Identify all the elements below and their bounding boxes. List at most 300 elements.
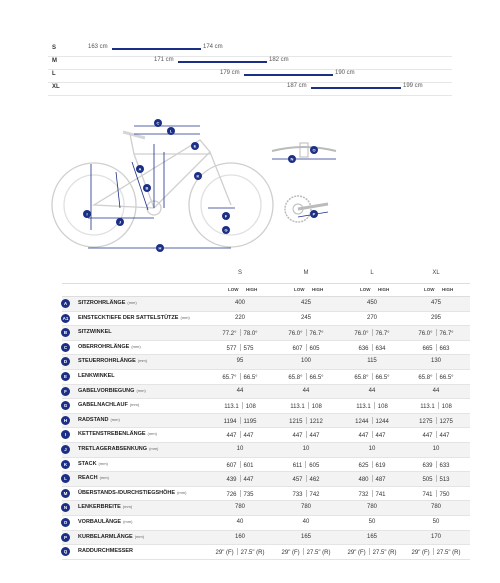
table-cell — [338, 475, 406, 483]
row-unit: (mm) — [127, 300, 137, 305]
cell-low: 76.0° — [418, 331, 433, 338]
table-cell — [402, 461, 470, 469]
table-cell — [272, 329, 340, 337]
table-cell — [272, 344, 340, 352]
size-bar — [178, 61, 267, 63]
size-header: S — [237, 270, 242, 276]
cell-divider — [306, 490, 307, 497]
bike-geometry-diagram — [50, 112, 280, 262]
row-badge: N — [61, 503, 70, 512]
cell-high: 27.5" (R) — [436, 550, 461, 557]
cell-high: 462 — [309, 477, 320, 484]
cell-high: 750 — [439, 491, 450, 498]
size-header: XL — [432, 270, 440, 276]
table-cell — [206, 344, 274, 352]
row-unit: (mm) — [177, 489, 187, 495]
row-badge: O — [61, 518, 70, 527]
size-header: L — [370, 270, 374, 276]
table-row — [62, 501, 470, 516]
handlebar-diagram — [268, 135, 340, 165]
high-label: HIGH — [246, 287, 258, 292]
row-label — [78, 431, 157, 437]
size-chart — [48, 43, 452, 95]
row-unit: (mm) — [123, 518, 133, 524]
row-badge: J — [61, 445, 70, 454]
row-badge: C — [61, 343, 70, 352]
table-cell: 44 — [368, 387, 376, 394]
cell-low: 639 — [422, 462, 433, 469]
table-cell: 40 — [302, 518, 310, 525]
row-label-text: TRETLAGERABSENKUNG — [78, 445, 148, 452]
cell-high: 447 — [309, 433, 320, 440]
table-cell — [402, 475, 470, 483]
row-label-text: ÜBERSTANDS-/DURCHSTIEGSHÖHE — [78, 489, 176, 496]
cell-high: 76.7° — [439, 331, 454, 338]
size-row-l — [48, 69, 452, 83]
cell-low: 113.1 — [290, 404, 305, 411]
table-cell — [402, 402, 470, 410]
table-cell — [402, 329, 470, 337]
dim-badge-label: A — [138, 166, 142, 172]
size-label: L — [52, 71, 56, 77]
table-cell — [272, 402, 340, 410]
low-label: LOW — [424, 287, 435, 292]
dim-badge-label: P — [312, 211, 316, 217]
size-max: 174 cm — [203, 44, 223, 50]
row-label-text: KETTENSTREBENLÄNGE — [78, 431, 146, 438]
row-badge: M — [61, 489, 70, 498]
row-label-text: SITZROHRLÄNGE — [78, 300, 126, 306]
row-unit: (mm) — [134, 533, 145, 539]
cell-divider — [240, 344, 241, 351]
high-label: HIGH — [378, 287, 390, 292]
table-cell: 44 — [236, 387, 244, 394]
cell-low: 611 — [292, 462, 303, 469]
table-cell — [206, 461, 274, 469]
row-label — [78, 446, 158, 452]
cell-high: 108 — [245, 404, 256, 411]
cell-low: 447 — [358, 433, 369, 440]
cell-low: 77.2° — [222, 331, 237, 338]
table-cell: 170 — [430, 533, 441, 540]
size-label: XL — [52, 84, 60, 90]
row-badge: F — [61, 387, 70, 396]
row-label — [78, 329, 112, 335]
cell-low: 113.1 — [356, 404, 371, 411]
cell-divider — [436, 417, 437, 424]
row-label — [78, 475, 109, 481]
row-label — [78, 461, 108, 467]
table-cell — [402, 373, 470, 381]
table-row — [62, 370, 470, 385]
cell-high: 634 — [375, 345, 386, 352]
dim-badge-label: N — [290, 156, 294, 162]
cell-low: 29" (F) — [347, 550, 366, 557]
size-row-xl — [48, 82, 452, 96]
table-cell — [206, 417, 274, 425]
cell-high: 487 — [375, 477, 386, 484]
cell-divider — [436, 344, 437, 351]
row-badge: P — [61, 533, 70, 542]
table-cell: 780 — [300, 504, 311, 511]
cell-divider — [240, 431, 241, 438]
cell-high: 108 — [441, 404, 452, 411]
table-cell: 130 — [430, 358, 441, 365]
cell-divider — [306, 329, 307, 336]
low-label: LOW — [294, 287, 305, 292]
table-cell — [272, 548, 340, 556]
row-label-text: LENKWINKEL — [78, 372, 115, 379]
cell-divider — [306, 417, 307, 424]
row-unit: (mm) — [136, 387, 146, 393]
row-unit: (mm) — [122, 504, 133, 510]
cell-low: 29" (F) — [215, 550, 234, 557]
cell-low: 76.0° — [288, 331, 303, 338]
row-label-text: KURBELARMLÄNGE — [78, 533, 133, 540]
row-badge: K — [61, 460, 70, 469]
row-label-text: REACH — [78, 475, 98, 482]
size-max: 199 cm — [403, 83, 423, 89]
table-cell — [402, 344, 470, 352]
cell-divider — [306, 475, 307, 482]
cell-low: 447 — [292, 433, 303, 440]
dim-badge-label: E — [193, 143, 197, 149]
cell-low: 577 — [226, 345, 237, 352]
cell-divider — [436, 475, 437, 482]
row-label — [78, 417, 120, 423]
table-row — [62, 545, 470, 560]
row-label — [78, 358, 147, 364]
row-badge: H — [61, 416, 70, 425]
row-label — [78, 548, 133, 554]
row-label-text: GABELNACHLAUF — [78, 402, 128, 409]
cell-high: 66.5° — [375, 374, 390, 381]
row-unit: (mm) — [110, 416, 120, 422]
geometry-table — [62, 268, 470, 560]
table-cell — [338, 373, 406, 381]
size-label: M — [52, 58, 57, 64]
cell-divider — [372, 490, 373, 497]
cell-divider — [436, 373, 437, 380]
table-cell — [402, 490, 470, 498]
cell-high: 1275 — [439, 418, 453, 425]
table-cell: 44 — [432, 387, 440, 394]
row-label-text: GABELVORBIEGUNG — [78, 387, 135, 394]
cell-high: 1212 — [309, 418, 323, 425]
cell-low: 29" (F) — [281, 550, 300, 557]
cell-divider — [303, 548, 304, 555]
cell-low: 665 — [422, 345, 433, 352]
row-label-text: OBERROHRLÄNGE — [78, 343, 130, 350]
size-min: 163 cm — [88, 44, 108, 50]
table-cell: 425 — [300, 300, 311, 306]
row-label-text: RADDURCHMESSER — [78, 548, 134, 555]
row-badge: Q — [61, 547, 70, 556]
cell-divider — [436, 329, 437, 336]
dim-badge-label: G — [224, 227, 228, 233]
cell-low: 447 — [226, 433, 237, 440]
table-cell: 10 — [432, 445, 440, 452]
size-header: M — [303, 270, 309, 276]
table-row — [62, 341, 470, 356]
table-row — [62, 443, 470, 458]
size-min: 179 cm — [220, 70, 240, 76]
cell-divider — [240, 461, 241, 468]
cell-low: 625 — [358, 462, 369, 469]
size-row-s — [48, 43, 452, 57]
cell-high: 27.5" (R) — [306, 550, 331, 557]
table-cell — [402, 417, 470, 425]
size-row-m — [48, 56, 452, 70]
cell-divider — [308, 402, 309, 409]
cell-divider — [240, 329, 241, 336]
table-cell: 165 — [366, 533, 377, 540]
cell-divider — [305, 461, 306, 468]
cell-divider — [374, 402, 375, 409]
cell-divider — [240, 475, 241, 482]
table-header-sizes — [62, 268, 470, 284]
cell-low: 733 — [292, 491, 303, 498]
table-cell — [338, 402, 406, 410]
table-cell — [206, 490, 274, 498]
table-cell: 10 — [368, 445, 376, 452]
dim-badge-label: B — [145, 185, 149, 191]
row-label — [78, 373, 115, 379]
row-unit: (mm) — [147, 431, 157, 437]
table-row — [62, 516, 470, 531]
row-badge: A1 — [62, 315, 69, 321]
cell-divider — [372, 431, 373, 438]
cell-divider — [306, 344, 307, 351]
dim-badge-label: O — [312, 147, 316, 153]
cell-low: 113.1 — [224, 404, 239, 411]
row-label-text: STEUERROHRLÄNGE — [78, 358, 136, 365]
cell-divider — [240, 373, 241, 380]
table-cell: 450 — [366, 300, 377, 306]
table-cell — [206, 329, 274, 337]
table-cell — [338, 461, 406, 469]
cell-divider — [372, 373, 373, 380]
dim-badge-label: H — [158, 245, 162, 251]
size-bar — [244, 74, 333, 76]
cell-high: 601 — [243, 462, 254, 469]
dim-badge-label: K — [196, 173, 200, 179]
cell-high: 1195 — [243, 418, 257, 425]
table-cell — [272, 461, 340, 469]
cell-high: 66.5° — [309, 374, 324, 381]
row-unit: (mm) — [149, 445, 159, 451]
row-unit: (mm) — [129, 402, 140, 408]
table-cell: 10 — [236, 445, 244, 452]
table-cell: 115 — [367, 358, 377, 365]
row-unit: (mm) — [137, 358, 148, 364]
table-row — [62, 385, 470, 400]
row-label — [78, 534, 144, 540]
row-badge: D — [61, 357, 70, 366]
cell-divider — [436, 431, 437, 438]
cell-divider — [306, 431, 307, 438]
table-cell — [338, 344, 406, 352]
row-unit: (mm) — [131, 343, 141, 349]
row-badge: A — [61, 299, 70, 308]
table-cell — [338, 490, 406, 498]
dim-badge-label: C — [156, 120, 160, 126]
table-cell — [338, 417, 406, 425]
table-cell — [206, 475, 274, 483]
table-cell: 780 — [234, 504, 245, 511]
cell-divider — [372, 417, 373, 424]
table-cell — [338, 329, 406, 337]
size-min: 171 cm — [154, 57, 174, 63]
cell-low: 505 — [422, 477, 433, 484]
table-cell: 100 — [300, 358, 311, 365]
cell-low: 726 — [226, 491, 237, 498]
cell-divider — [369, 548, 370, 555]
row-label-text: RADSTAND — [78, 416, 109, 423]
cell-divider — [372, 329, 373, 336]
size-bar — [311, 87, 401, 89]
size-label: S — [52, 45, 57, 51]
table-cell — [272, 373, 340, 381]
cell-high: 1244 — [375, 418, 389, 425]
row-label — [78, 388, 146, 394]
table-row — [62, 297, 470, 312]
cell-low: 65.8° — [354, 374, 369, 381]
dim-badge-label: J — [118, 219, 122, 225]
row-unit: (mm) — [180, 314, 190, 320]
row-badge: B — [61, 328, 70, 337]
cell-low: 65.7° — [222, 374, 237, 381]
cell-low: 732 — [358, 491, 369, 498]
high-label: HIGH — [442, 287, 454, 292]
table-cell: 95 — [236, 358, 244, 365]
row-unit: (mm) — [99, 475, 109, 481]
cell-high: 27.5" (R) — [372, 550, 397, 557]
cell-divider — [372, 461, 373, 468]
table-cell — [272, 417, 340, 425]
row-label-text: STACK — [78, 460, 97, 467]
crank-diagram — [280, 190, 336, 228]
table-cell — [338, 431, 406, 439]
row-label — [78, 315, 190, 321]
cell-low: 65.8° — [418, 374, 433, 381]
cell-high: 605 — [309, 462, 320, 469]
cell-low: 76.0° — [354, 331, 369, 338]
cell-low: 29" (F) — [411, 550, 430, 557]
table-cell: 295 — [430, 314, 441, 321]
cell-divider — [242, 402, 243, 409]
row-badge: L — [61, 474, 70, 483]
table-cell: 44 — [302, 387, 310, 394]
table-cell: 160 — [234, 533, 245, 540]
table-cell: 245 — [300, 314, 311, 321]
cell-high: 513 — [439, 477, 450, 484]
table-cell: 50 — [368, 518, 376, 525]
table-cell — [338, 548, 406, 556]
cell-low: 457 — [292, 477, 303, 484]
cell-divider — [306, 373, 307, 380]
cell-high: 66.5° — [439, 374, 454, 381]
table-header-lowhigh — [62, 284, 470, 297]
table-cell — [402, 431, 470, 439]
row-label — [78, 490, 186, 496]
cell-divider — [372, 344, 373, 351]
row-label-text: EINSTECKTIEFE DER SATTELSTÜTZE — [78, 314, 179, 321]
cell-low: 1244 — [355, 418, 369, 425]
table-cell: 475 — [430, 300, 441, 306]
cell-high: 605 — [309, 345, 320, 352]
cell-divider — [433, 548, 434, 555]
table-cell — [206, 548, 274, 556]
cell-low: 480 — [358, 477, 369, 484]
low-label: LOW — [228, 287, 239, 292]
cell-low: 113.1 — [420, 404, 435, 411]
cell-divider — [237, 548, 238, 555]
cell-low: 1215 — [289, 418, 303, 425]
row-label — [78, 519, 132, 525]
cell-low: 447 — [422, 433, 433, 440]
table-cell: 165 — [300, 533, 311, 540]
cell-low: 607 — [226, 462, 237, 469]
cell-low: 1275 — [419, 418, 433, 425]
table-cell: 50 — [432, 518, 440, 525]
table-row — [62, 472, 470, 487]
cell-high: 78.0° — [243, 331, 258, 338]
row-label-text: SITZWINKEL — [78, 329, 112, 336]
cell-high: 27.5" (R) — [240, 550, 265, 557]
table-cell: 780 — [366, 504, 377, 511]
table-row — [62, 414, 470, 429]
cell-divider — [372, 475, 373, 482]
table-cell: 780 — [430, 504, 441, 511]
row-label — [78, 402, 139, 408]
table-row — [62, 428, 470, 443]
table-cell: 220 — [234, 314, 245, 321]
cell-high: 735 — [243, 491, 254, 498]
cell-high: 447 — [243, 433, 254, 440]
cell-low: 65.8° — [288, 374, 303, 381]
cell-divider — [438, 402, 439, 409]
cell-high: 447 — [375, 433, 386, 440]
table-body — [62, 297, 470, 560]
row-badge: E — [61, 372, 70, 381]
cell-high: 108 — [377, 404, 388, 411]
size-max: 190 cm — [335, 70, 355, 76]
dim-badge-label: F — [224, 213, 228, 219]
table-cell — [272, 475, 340, 483]
table-cell: 270 — [366, 314, 377, 321]
cell-high: 76.7° — [309, 331, 324, 338]
row-label — [78, 300, 137, 306]
cell-low: 741 — [422, 491, 433, 498]
row-label — [78, 504, 132, 510]
cell-low: 439 — [226, 477, 237, 484]
cell-low: 607 — [292, 345, 303, 352]
cell-high: 741 — [375, 491, 386, 498]
table-row — [62, 531, 470, 546]
cell-divider — [240, 490, 241, 497]
row-badge: G — [61, 401, 70, 410]
row-unit: (mm) — [98, 460, 108, 466]
table-row — [62, 312, 470, 327]
dim-badge-label: I — [86, 211, 88, 217]
cell-divider — [240, 417, 241, 424]
table-cell: 40 — [236, 518, 244, 525]
cell-low: 1194 — [223, 418, 237, 425]
cell-high: 76.7° — [375, 331, 390, 338]
size-max: 182 cm — [269, 57, 289, 63]
cell-high: 663 — [439, 345, 450, 352]
